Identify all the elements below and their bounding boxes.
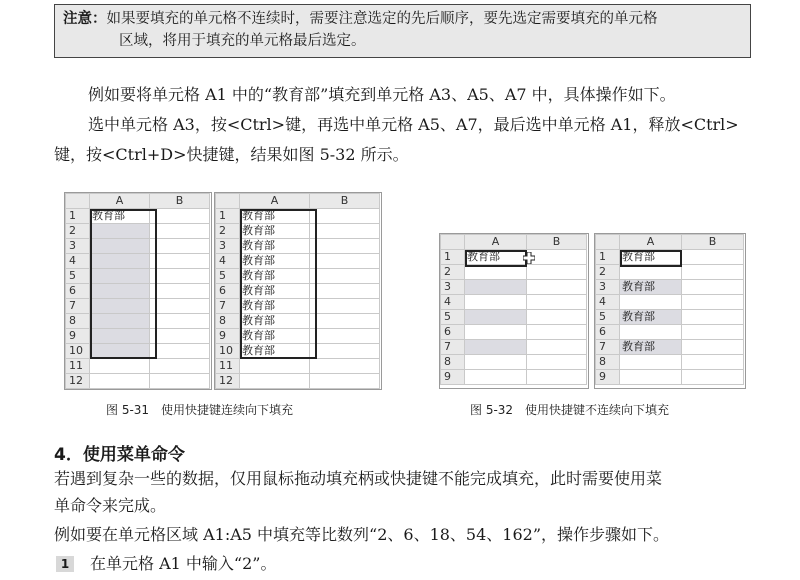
row-header[interactable]: 8 [216, 314, 240, 329]
cell-b[interactable] [150, 254, 210, 269]
cell-a[interactable] [240, 359, 310, 374]
cell-a[interactable]: 教育部 [620, 280, 682, 295]
note-box [54, 4, 751, 58]
column-header-a[interactable]: A [90, 194, 150, 209]
sheet-row [66, 224, 210, 239]
sheet-row [441, 280, 587, 295]
sheet-row [596, 355, 744, 370]
row-header[interactable]: 8 [596, 355, 620, 370]
cell-b[interactable] [310, 299, 380, 314]
row-header[interactable]: 6 [441, 325, 465, 340]
cell-a[interactable]: 教育部 [465, 250, 527, 265]
sheet-row [66, 344, 210, 359]
fig31-sheet-before [64, 192, 212, 390]
row-header[interactable]: 10 [66, 344, 90, 359]
row-header[interactable]: 7 [216, 299, 240, 314]
cell-b[interactable] [310, 254, 380, 269]
cell-b[interactable] [527, 280, 587, 295]
sheet-row [66, 374, 210, 389]
row-header[interactable]: 6 [66, 284, 90, 299]
cell-b[interactable] [527, 340, 587, 355]
cell-a[interactable] [90, 284, 150, 299]
note-line-1 [63, 8, 742, 30]
cell-a[interactable] [90, 344, 150, 359]
cell-a[interactable] [90, 239, 150, 254]
row-header[interactable]: 7 [596, 340, 620, 355]
cell-a[interactable] [90, 254, 150, 269]
sheet-row [216, 284, 380, 299]
row-header[interactable]: 3 [66, 239, 90, 254]
cell-b[interactable] [682, 325, 744, 340]
cell-b[interactable] [150, 344, 210, 359]
row-header[interactable]: 2 [596, 265, 620, 280]
cell-b[interactable] [527, 295, 587, 310]
row-header[interactable]: 3 [596, 280, 620, 295]
column-header-a[interactable]: A [240, 194, 310, 209]
cell-b[interactable] [310, 359, 380, 374]
cell-b[interactable] [150, 359, 210, 374]
cell-a[interactable]: 教育部 [240, 269, 310, 284]
cell-a[interactable] [465, 355, 527, 370]
column-header-b[interactable]: B [310, 194, 380, 209]
cell-a[interactable]: 教育部 [90, 209, 150, 224]
cell-b[interactable] [527, 310, 587, 325]
note-text-2: 区域，将用于填充的单元格最后选定。 [119, 33, 366, 49]
cell-b[interactable] [682, 280, 744, 295]
cell-a[interactable] [90, 314, 150, 329]
paragraph-example-1: 例如要将单元格 A1 中的“教育部”填充到单元格 A3、A5、A7 中，具体操作如下。 [88, 85, 676, 104]
sheet-row [216, 359, 380, 374]
row-header[interactable]: 11 [216, 359, 240, 374]
cell-b[interactable] [150, 314, 210, 329]
sheet-row [66, 209, 210, 224]
sheet-row [596, 295, 744, 310]
column-header-a[interactable]: A [620, 235, 682, 250]
sheet-row [216, 374, 380, 389]
cell-b[interactable] [310, 374, 380, 389]
cell-a[interactable]: 教育部 [620, 250, 682, 265]
row-header[interactable]: 7 [66, 299, 90, 314]
row-header[interactable]: 4 [66, 254, 90, 269]
paragraph-example-2: 例如要在单元格区域 A1:A5 中填充等比数列“2、6、18、54、162”，操作步骤如下。 [54, 525, 670, 544]
row-header[interactable]: 12 [66, 374, 90, 389]
row-header[interactable]: 5 [441, 310, 465, 325]
row-header[interactable]: 5 [216, 269, 240, 284]
sheet-row [441, 265, 587, 280]
fig31-caption: 图 5-31 使用快捷键连续向下填充 [106, 403, 294, 417]
sheet-row [216, 329, 380, 344]
cell-a[interactable]: 教育部 [620, 340, 682, 355]
row-header[interactable]: 6 [596, 325, 620, 340]
sheet-row [596, 250, 744, 265]
note-label: 注意： [63, 11, 107, 27]
cell-b[interactable] [310, 344, 380, 359]
cell-a[interactable] [90, 224, 150, 239]
cell-a[interactable] [620, 325, 682, 340]
paragraph-steps-line-1: 选中单元格 A3，按<Ctrl>键，再选中单元格 A5、A7，最后选中单元格 A1，释放<Ctrl> [88, 115, 739, 134]
cell-b[interactable] [310, 239, 380, 254]
row-header[interactable]: 4 [216, 254, 240, 269]
sheet-row [441, 355, 587, 370]
sheet-row [596, 370, 744, 385]
sheet-row [216, 269, 380, 284]
row-header[interactable]: 2 [216, 224, 240, 239]
cell-a[interactable] [240, 374, 310, 389]
row-header[interactable]: 12 [216, 374, 240, 389]
sheet-row [596, 280, 744, 295]
row-header[interactable]: 1 [596, 250, 620, 265]
sheet-row [216, 344, 380, 359]
cell-a[interactable]: 教育部 [240, 224, 310, 239]
row-header[interactable]: 1 [66, 209, 90, 224]
paragraph-steps-line-2: 键，按<Ctrl+D>快捷键，结果如图 5-32 所示。 [54, 145, 409, 164]
cell-b[interactable] [150, 299, 210, 314]
row-header[interactable]: 1 [441, 250, 465, 265]
cell-b[interactable] [310, 314, 380, 329]
cell-b[interactable] [527, 250, 587, 265]
column-header-b[interactable]: B [527, 235, 587, 250]
cell-b[interactable] [150, 209, 210, 224]
cell-a[interactable] [465, 370, 527, 385]
sheet-row [216, 254, 380, 269]
cell-a[interactable] [465, 295, 527, 310]
row-header[interactable]: 5 [66, 269, 90, 284]
sheet-row [66, 269, 210, 284]
cell-a[interactable] [90, 329, 150, 344]
cell-b[interactable] [150, 374, 210, 389]
sheet-row [216, 299, 380, 314]
row-header[interactable]: 9 [66, 329, 90, 344]
sheet-row [66, 254, 210, 269]
row-header[interactable]: 4 [596, 295, 620, 310]
fig32-caption: 图 5-32 使用快捷键不连续向下填充 [470, 403, 670, 417]
cell-a[interactable] [90, 374, 150, 389]
cell-a[interactable]: 教育部 [240, 299, 310, 314]
cell-a[interactable]: 教育部 [240, 314, 310, 329]
fig32-sheet-after [594, 233, 746, 389]
sheet-row [441, 250, 587, 265]
sheet-row [441, 340, 587, 355]
cell-b[interactable] [310, 224, 380, 239]
cell-b[interactable] [150, 329, 210, 344]
sheet-row [66, 359, 210, 374]
sheet-corner[interactable] [66, 194, 90, 209]
cell-a[interactable] [465, 340, 527, 355]
cell-a[interactable]: 教育部 [240, 254, 310, 269]
sheet-row [441, 370, 587, 385]
sheet-row [66, 299, 210, 314]
row-header[interactable]: 11 [66, 359, 90, 374]
sheet-row [66, 314, 210, 329]
cell-b[interactable] [682, 370, 744, 385]
cell-b[interactable] [682, 340, 744, 355]
sheet-corner[interactable] [216, 194, 240, 209]
column-header-b[interactable]: B [682, 235, 744, 250]
cell-a[interactable] [465, 325, 527, 340]
sheet-row [216, 224, 380, 239]
cell-b[interactable] [527, 265, 587, 280]
sheet-row [66, 239, 210, 254]
cell-b[interactable] [310, 269, 380, 284]
row-header[interactable]: 8 [441, 355, 465, 370]
row-header[interactable]: 5 [596, 310, 620, 325]
cell-b[interactable] [310, 284, 380, 299]
sheet-row [596, 325, 744, 340]
cell-a[interactable]: 教育部 [240, 209, 310, 224]
cell-a[interactable] [620, 295, 682, 310]
cell-b[interactable] [527, 370, 587, 385]
cell-a[interactable]: 教育部 [240, 284, 310, 299]
cell-a[interactable]: 教育部 [620, 310, 682, 325]
row-header[interactable]: 7 [441, 340, 465, 355]
note-text-1: 如果要填充的单元格不连续时，需要注意选定的先后顺序，要先选定需要填充的单元格 [106, 11, 658, 27]
cell-b[interactable] [527, 325, 587, 340]
row-header[interactable]: 9 [441, 370, 465, 385]
cell-a[interactable] [620, 370, 682, 385]
cell-a[interactable]: 教育部 [240, 329, 310, 344]
row-header[interactable]: 9 [216, 329, 240, 344]
sheet-row [66, 284, 210, 299]
cell-b[interactable] [682, 250, 744, 265]
cell-b[interactable] [310, 209, 380, 224]
fig32-sheet-before [439, 233, 589, 389]
step-1-text: 在单元格 A1 中输入“2”。 [90, 554, 277, 573]
row-header[interactable]: 2 [66, 224, 90, 239]
fill-cursor-icon [523, 252, 535, 264]
column-header-b[interactable]: B [150, 194, 210, 209]
row-header[interactable]: 10 [216, 344, 240, 359]
cell-b[interactable] [150, 269, 210, 284]
sheet-row [216, 209, 380, 224]
cell-b[interactable] [682, 295, 744, 310]
sheet-row [596, 340, 744, 355]
step-number-badge: 1 [56, 556, 74, 572]
row-header[interactable]: 9 [596, 370, 620, 385]
column-header-a[interactable]: A [465, 235, 527, 250]
cell-a[interactable] [620, 265, 682, 280]
cell-b[interactable] [682, 310, 744, 325]
cell-a[interactable] [90, 359, 150, 374]
row-header[interactable]: 2 [441, 265, 465, 280]
sheet-row [66, 329, 210, 344]
cell-b[interactable] [527, 355, 587, 370]
sheet-row [441, 310, 587, 325]
paragraph-menu-line-1: 若遇到复杂一些的数据，仅用鼠标拖动填充柄或快捷键不能完成填充，此时需要使用菜 [54, 469, 663, 488]
cell-a[interactable] [465, 265, 527, 280]
sheet-corner[interactable] [596, 235, 620, 250]
cell-a[interactable]: 教育部 [240, 239, 310, 254]
sheet-corner[interactable] [441, 235, 465, 250]
paragraph-menu-line-2: 单命令来完成。 [54, 496, 167, 515]
cell-a[interactable] [465, 280, 527, 295]
row-header[interactable]: 6 [216, 284, 240, 299]
row-header[interactable]: 8 [66, 314, 90, 329]
cell-b[interactable] [682, 355, 744, 370]
cell-a[interactable] [620, 355, 682, 370]
sheet-row [596, 310, 744, 325]
section-heading: 4．使用菜单命令 [54, 445, 185, 465]
cell-b[interactable] [150, 284, 210, 299]
cell-a[interactable] [465, 310, 527, 325]
sheet-row [441, 325, 587, 340]
cell-a[interactable] [90, 299, 150, 314]
cell-b[interactable] [310, 329, 380, 344]
cell-b[interactable] [150, 224, 210, 239]
cell-b[interactable] [682, 265, 744, 280]
sheet-row [441, 295, 587, 310]
sheet-row [216, 239, 380, 254]
sheet-row [216, 314, 380, 329]
sheet-row [596, 265, 744, 280]
row-header[interactable]: 4 [441, 295, 465, 310]
row-header[interactable]: 3 [216, 239, 240, 254]
fig31-sheet-after [214, 192, 382, 390]
cell-a[interactable]: 教育部 [240, 344, 310, 359]
cell-a[interactable] [90, 269, 150, 284]
cell-b[interactable] [150, 239, 210, 254]
row-header[interactable]: 3 [441, 280, 465, 295]
row-header[interactable]: 1 [216, 209, 240, 224]
